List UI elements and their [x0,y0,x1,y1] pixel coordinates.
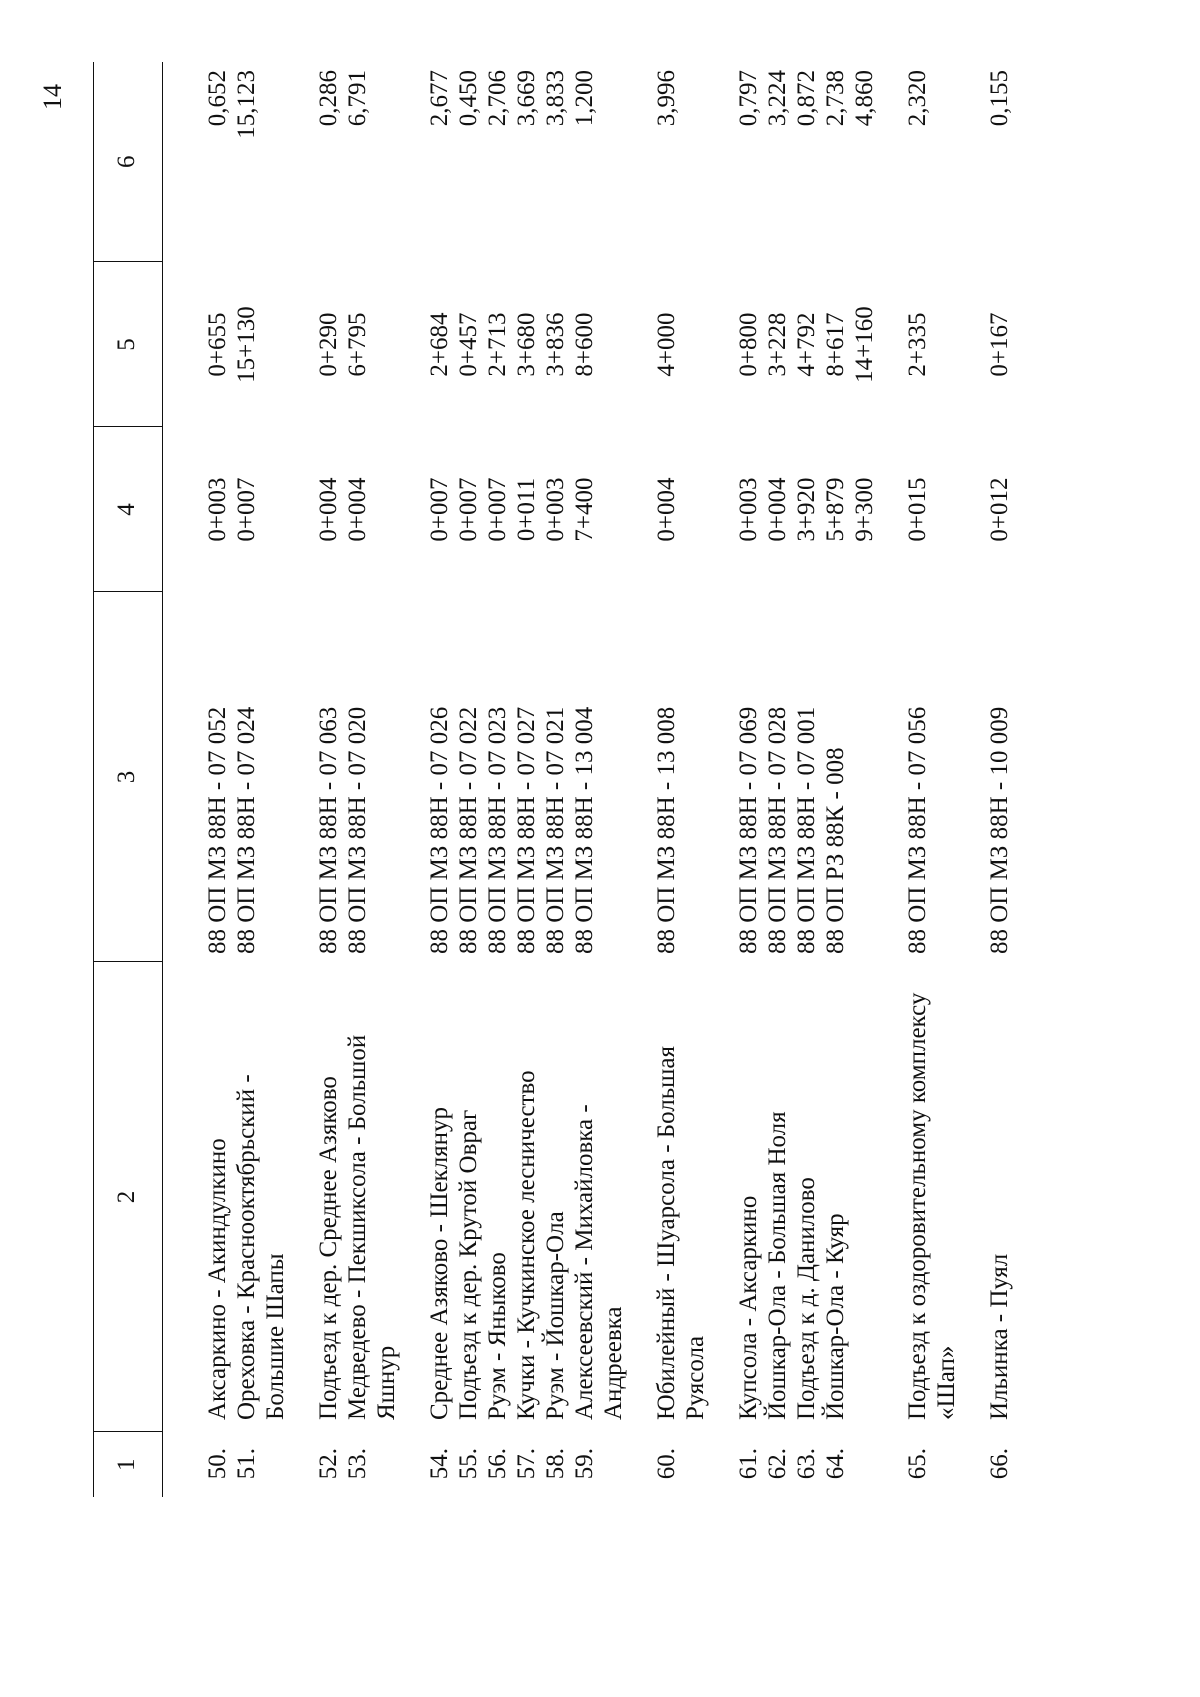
start-km: 9+300 [851,477,878,542]
end-km-cell [454,262,483,427]
start-km: 0+015 [904,477,931,542]
start-km: 0+004 [315,477,342,542]
length-km-cell [763,62,792,262]
road-name-cell [232,962,290,1432]
road-id-code: 88 ОП МЗ 88Н - 07 028 [764,706,791,954]
length-km-cell [290,62,343,262]
row-number: 53. [344,1448,371,1480]
row-number-cell [512,1432,541,1497]
length-km-cell [401,62,454,262]
table-row [401,62,454,1497]
table-row [961,62,1014,1497]
road-id-code: 88 ОП МЗ 88Н - 07 052 [204,706,231,954]
road-name-cell [850,962,879,1432]
start-km-cell [343,427,401,592]
road-id-code-cell [961,592,1014,962]
road-id-code-cell [290,592,343,962]
road-id-code: 88 ОП МЗ 88Н - 07 056 [904,706,931,954]
road-name: Ореховка - Краснооктябрьский - Большие Шапы [233,1074,289,1420]
table-row [343,62,401,1497]
row-number: 54. [426,1448,453,1480]
row-number: 61. [735,1448,762,1480]
road-name: Йошкар-Ола - Куяр [822,1213,849,1420]
row-number-cell [290,1432,343,1497]
row-number-cell [821,1432,850,1497]
length-km-cell [203,62,232,262]
road-name-cell [401,962,454,1432]
table-row [454,62,483,1497]
start-km-cell [792,427,821,592]
row-number: 55. [455,1448,482,1480]
length-km-cell [628,62,710,262]
table-row [763,62,792,1497]
start-km-cell [401,427,454,592]
road-id-code: 88 ОП МЗ 88Н - 07 063 [315,706,342,954]
road-id-code-cell [232,592,290,962]
road-id-code-cell [821,592,850,962]
road-id-code: 88 ОП МЗ 88Н - 07 069 [735,706,762,954]
road-id-code: 88 ОП РЗ 88К - 008 [822,747,849,954]
length-km: 4,860 [851,70,878,127]
end-km: 14+160 [851,306,878,383]
end-km-cell [710,262,763,427]
length-km: 6,791 [344,70,371,127]
column-header: 6 [94,62,163,262]
column-header: 5 [94,262,163,427]
row-number-cell [961,1432,1014,1497]
start-km-cell [879,427,961,592]
road-id-code: 88 ОП МЗ 88Н - 07 021 [542,706,569,954]
end-km-cell [850,262,879,427]
road-name-cell [290,962,343,1432]
row-number-cell [343,1432,401,1497]
start-km-cell [512,427,541,592]
road-name: Подъезд к оздоровительному комплексу «Шап» [904,992,960,1420]
end-km-cell [961,262,1014,427]
row-number: 59. [571,1448,598,1480]
road-id-code-cell [454,592,483,962]
end-km-cell [628,262,710,427]
length-km: 3,669 [513,70,540,127]
start-km-cell [850,427,879,592]
row-number-cell [628,1432,710,1497]
end-km: 0+655 [204,312,231,377]
road-name-cell [710,962,763,1432]
road-name: Подъезд к дер. Крутой Овраг [455,1109,482,1420]
start-km: 0+004 [344,477,371,542]
road-name-cell [792,962,821,1432]
page-number: 14 [38,84,67,110]
length-km: 0,652 [204,70,231,127]
length-km: 0,155 [986,70,1013,127]
road-id-code-cell [343,592,401,962]
row-number: 62. [764,1448,791,1480]
road-name-cell [483,962,512,1432]
row-number-cell [710,1432,763,1497]
end-km: 0+290 [315,312,342,377]
table-row [512,62,541,1497]
end-km-cell [763,262,792,427]
end-km: 3+680 [513,312,540,377]
end-km: 8+617 [822,312,849,377]
row-number-cell [483,1432,512,1497]
road-id-code-cell [879,592,961,962]
start-km: 0+004 [764,477,791,542]
end-km: 0+800 [735,312,762,377]
table-row [232,62,290,1497]
table-row [570,62,628,1497]
row-number: 65. [904,1448,931,1480]
road-id-code: 88 ОП МЗ 88Н - 13 004 [571,706,598,954]
road-name-cell [879,962,961,1432]
row-number: 56. [484,1448,511,1480]
header-row [94,62,163,1497]
road-name-cell [763,962,792,1432]
column-header: 2 [94,962,163,1432]
start-km: 0+012 [986,477,1013,542]
row-number-cell [879,1432,961,1497]
table-row [710,62,763,1497]
column-header: 4 [94,427,163,592]
length-km: 0,286 [315,70,342,127]
road-id-code-cell [628,592,710,962]
length-km-cell [961,62,1014,262]
row-number-cell [203,1432,232,1497]
row-number-cell [232,1432,290,1497]
row-number: 50. [204,1448,231,1480]
road-id-code-cell [763,592,792,962]
road-id-code-cell [541,592,570,962]
length-km: 0,872 [793,70,820,127]
end-km-cell [483,262,512,427]
length-km-cell [879,62,961,262]
table-row [628,62,710,1497]
end-km: 2+713 [484,312,511,377]
road-id-code-cell [570,592,628,962]
table-row [541,62,570,1497]
length-km-cell [483,62,512,262]
road-name: Среднее Азяково - Шеклянур [426,1106,453,1420]
length-km: 0,797 [735,70,762,127]
end-km-cell [792,262,821,427]
start-km-cell [961,427,1014,592]
end-km: 4+792 [793,312,820,377]
row-number-cell [570,1432,628,1497]
row-number-cell [401,1432,454,1497]
end-km: 2+335 [904,312,931,377]
table-row [879,62,961,1497]
start-km: 0+007 [484,477,511,542]
length-km-cell [512,62,541,262]
end-km: 4+000 [653,312,680,377]
road-name: Подъезд к дер. Среднее Азяково [315,1076,342,1420]
road-name-cell [343,962,401,1432]
row-number: 60. [653,1448,680,1480]
row-number-cell [792,1432,821,1497]
row-number: 66. [986,1448,1013,1480]
start-km: 0+007 [426,477,453,542]
road-name-cell [821,962,850,1432]
start-km-cell [203,427,232,592]
road-id-code: 88 ОП МЗ 88Н - 07 022 [455,706,482,954]
length-km: 3,224 [764,70,791,127]
end-km-cell [512,262,541,427]
road-name-cell [512,962,541,1432]
road-name: Руэм - Йошкар-Ола [542,1211,569,1420]
road-name: Руэм - Яныково [484,1252,511,1420]
start-km-cell [821,427,850,592]
start-km-cell [483,427,512,592]
column-header: 1 [94,1432,163,1497]
road-id-code: 88 ОП МЗ 88Н - 07 027 [513,706,540,954]
end-km: 6+795 [344,312,371,377]
row-number: 58. [542,1448,569,1480]
row-number-cell [454,1432,483,1497]
length-km-cell [821,62,850,262]
start-km-cell [763,427,792,592]
start-km: 0+007 [455,477,482,542]
end-km-cell [203,262,232,427]
end-km: 3+228 [764,312,791,377]
end-km-cell [541,262,570,427]
road-name-cell [203,962,232,1432]
road-name: Ильинка - Пуял [986,1253,1013,1420]
length-km: 3,833 [542,70,569,127]
road-name: Юбилейный - Шуарсола - Большая Руясола [653,1045,709,1420]
road-id-code-cell [483,592,512,962]
length-km: 15,123 [233,70,260,139]
road-id-code-cell [850,592,879,962]
start-km-cell [454,427,483,592]
length-km-cell [850,62,879,262]
road-name: Алексеевский - Михайловка - Андреевка [571,1104,627,1420]
start-km-cell [232,427,290,592]
road-name: Йошкар-Ола - Большая Ноля [764,1111,791,1420]
start-km: 0+004 [653,477,680,542]
length-km-cell [343,62,401,262]
start-km-cell [710,427,763,592]
length-km-cell [541,62,570,262]
road-name: Аксаркино - Акиндулкино [204,1138,231,1420]
length-km: 2,320 [904,70,931,127]
table-row [203,62,232,1497]
road-id-code-cell [792,592,821,962]
road-name: Кучки - Кучкинское лесничество [513,1070,540,1420]
end-km-cell [232,262,290,427]
end-km-cell [343,262,401,427]
road-name-cell [961,962,1014,1432]
table-row [290,62,343,1497]
row-number-cell [541,1432,570,1497]
length-km-cell [570,62,628,262]
road-name: Подъезд к д. Данилово [793,1177,820,1420]
end-km: 0+167 [986,312,1013,377]
start-km: 5+879 [822,477,849,542]
end-km: 0+457 [455,312,482,377]
start-km-cell [628,427,710,592]
road-name: Медведево - Пекшиксола - Большой Яшнур [344,1034,400,1420]
start-km-cell [541,427,570,592]
row-number-cell [763,1432,792,1497]
end-km: 3+836 [542,312,569,377]
length-km-cell [232,62,290,262]
end-km-cell [290,262,343,427]
start-km: 0+003 [735,477,762,542]
road-id-code: 88 ОП МЗ 88Н - 07 020 [344,706,371,954]
row-number: 52. [315,1448,342,1480]
road-name: Купсола - Аксаркино [735,1195,762,1420]
table-row [792,62,821,1497]
end-km-cell [879,262,961,427]
road-name-cell [541,962,570,1432]
roads-table [93,62,1014,1497]
road-id-code-cell [710,592,763,962]
row-number-cell [850,1432,879,1497]
start-km-cell [570,427,628,592]
length-km: 1,200 [571,70,598,127]
row-number: 64. [822,1448,849,1480]
end-km: 8+600 [571,312,598,377]
table-body [163,62,1015,1497]
end-km: 2+684 [426,312,453,377]
road-id-code: 88 ОП МЗ 88Н - 07 026 [426,706,453,954]
end-km-cell [570,262,628,427]
row-number: 57. [513,1448,540,1480]
start-km: 0+007 [233,477,260,542]
table-row [850,62,879,1497]
length-km: 0,450 [455,70,482,127]
road-id-code-cell [512,592,541,962]
road-id-code-cell [401,592,454,962]
length-km-cell [710,62,763,262]
road-id-code: 88 ОП МЗ 88Н - 07 001 [793,706,820,954]
start-km: 3+920 [793,477,820,542]
road-name-cell [628,962,710,1432]
road-id-code: 88 ОП МЗ 88Н - 13 008 [653,706,680,954]
length-km: 3,996 [653,70,680,127]
length-km: 2,738 [822,70,849,127]
start-km: 0+003 [542,477,569,542]
road-name-cell [454,962,483,1432]
row-number: 51. [233,1448,260,1480]
end-km: 15+130 [233,306,260,383]
road-id-code: 88 ОП МЗ 88Н - 10 009 [986,706,1013,954]
length-km-cell [792,62,821,262]
table-row [821,62,850,1497]
length-km-cell [454,62,483,262]
start-km: 7+400 [571,477,598,542]
column-header: 3 [94,592,163,962]
start-km: 0+003 [204,477,231,542]
table-row [483,62,512,1497]
road-id-code: 88 ОП МЗ 88Н - 07 024 [233,706,260,954]
length-km: 2,677 [426,70,453,127]
road-name-cell [570,962,628,1432]
end-km-cell [821,262,850,427]
road-id-code: 88 ОП МЗ 88Н - 07 023 [484,706,511,954]
length-km: 2,706 [484,70,511,127]
road-id-code-cell [203,592,232,962]
start-km-cell [290,427,343,592]
row-number: 63. [793,1448,820,1480]
end-km-cell [401,262,454,427]
start-km: 0+011 [513,477,540,542]
